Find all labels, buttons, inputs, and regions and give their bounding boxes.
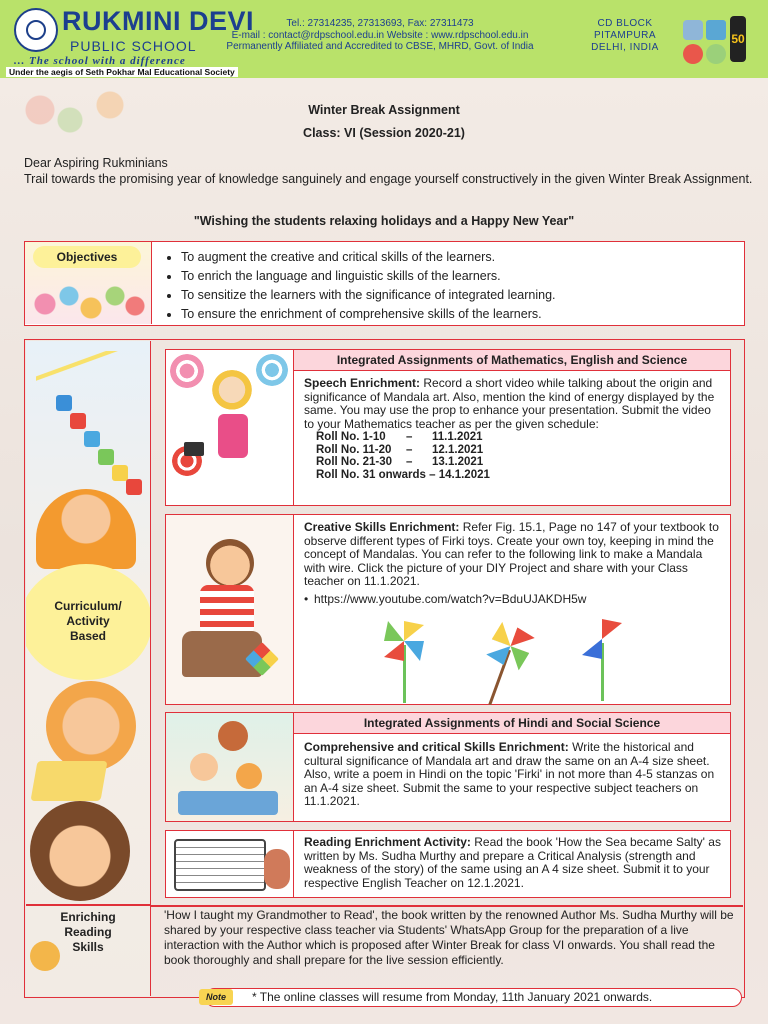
schedule-row [316, 444, 722, 457]
pinwheel-icon [384, 621, 424, 661]
card-body [304, 377, 722, 481]
assignment-card-creative-skills [165, 514, 731, 705]
card-header: Integrated Assignments of Mathematics, English and Science [294, 350, 730, 371]
curriculum-label-line: Based [69, 629, 107, 643]
objectives-label: Objectives [33, 246, 141, 268]
reader-figure-icon [264, 849, 290, 889]
class-session-title: Class: VI (Session 2020-21) [303, 126, 465, 140]
block-icon [112, 465, 128, 481]
curriculum-side-panel [26, 341, 151, 996]
laughing-child-illustration [30, 801, 130, 901]
objective-item: • To augment the creative and critical skills of the learners. [181, 248, 556, 267]
note-banner: * The online classes will resume from Monday, 11th January 2021 onwards. [205, 988, 742, 1007]
schedule-date: 14.1.2021 [438, 468, 490, 481]
singing-child-illustration [46, 681, 136, 771]
school-emblem-icon [14, 8, 58, 52]
objectives-label-panel [25, 242, 152, 324]
flowers-illustration [31, 282, 145, 320]
assignment-card-hindi-social-science [165, 712, 731, 822]
mandala-icon [170, 354, 204, 388]
letterhead [0, 0, 768, 78]
mandala-icon [256, 354, 288, 386]
award-badge-icon [683, 44, 703, 64]
enriching-reading-text: 'How I taught my Grandmother to Read', the book written by the renowned Author Ms. Sudha Murthy will be shared by your respective class teacher via Students' WhatsApp Group for the preparation of a live interaction with the Author which is proposed after Winter Break for class VI onwards. You shall read the book thoroughly and shall prepare for the live session efficiently. [164, 908, 734, 967]
activity-title: Comprehensive and critical Skills Enrichment: [304, 740, 569, 754]
school-tagline: ... The school with a difference [14, 55, 186, 67]
girl-dress-icon [218, 414, 248, 458]
schedule-sep: – [429, 468, 436, 481]
address-block [590, 18, 660, 54]
objective-item: • To ensure the enrichment of comprehensive skills of the learners. [181, 305, 556, 324]
holiday-wish: "Wishing the students relaxing holidays and a Happy New Year" [193, 214, 575, 228]
card-header: Integrated Assignments of Hindi and Social Science [294, 713, 730, 734]
card-body [304, 521, 722, 606]
award-badge-icon [706, 44, 726, 64]
contact-phone: Tel.: 27314235, 27313693, Fax: 27311473 [286, 18, 474, 29]
accreditation-badge-icon [683, 20, 703, 40]
activity-title: Creative Skills Enrichment: [304, 520, 460, 534]
activity-text: Write the historical and cultural significance of Mandala art and draw the same on an A-4 size sheet. Also, write a poem in Hindi on the topic 'Firki' in not more than 4-5 stanzas on an A-4 size sheet. Submit the same to your respective subject teachers on 11.1.2021. [304, 740, 715, 808]
cheese-illustration [30, 761, 107, 801]
enriching-label-line: Enriching [60, 910, 116, 924]
activity-text: Read the book 'How the Sea became Salty' as written by Ms. Sudha Murthy and prepare a Critical Analysis (strength and weakness of the story) of the same using an A 4 size sheet. Submit it to your respective English Teacher on 12.1.2021. [304, 835, 721, 890]
activity-title: Speech Enrichment: [304, 376, 421, 390]
child-face-icon [190, 753, 218, 781]
address-line: CD BLOCK [597, 18, 653, 29]
assignment-title: Winter Break Assignment [308, 103, 460, 117]
pinwheel-illustration [462, 612, 545, 716]
card-body [304, 836, 722, 890]
schedule-row [316, 469, 722, 482]
contact-email-website: E-mail : contact@rdpschool.edu.in Website : www.rdpschool.edu.in [231, 29, 529, 41]
address-line: DELHI, INDIA [591, 42, 659, 53]
schedule-date: 12.1.2021 [432, 443, 484, 456]
pinwheel-illustration [574, 613, 630, 703]
schedule-sep: – [406, 443, 413, 456]
divider [26, 904, 150, 906]
boy-shirt-icon [200, 585, 254, 635]
boy-face-icon [206, 539, 254, 587]
schedule-roll: Roll No. 21-30 [316, 456, 393, 468]
affiliation-line: Permanently Affiliated and Accredited to CBSE, MHRD, Govt. of India [226, 41, 534, 52]
schedule-date: 11.1.2021 [432, 431, 483, 443]
bullet-icon: • [304, 591, 309, 606]
schedule-sep: – [406, 431, 413, 443]
pinwheel-icon [485, 621, 536, 672]
activity-text: Record a short video while talking about the origin and significance of Mandala art. Also, mention the kind of energy displayed by the same. You may use the prop to enhance your presentation. Submit the video to your Mathematics teacher as per the given schedule: [304, 376, 715, 431]
schedule-row [316, 431, 722, 444]
objectives-list [165, 248, 556, 324]
contact-block [210, 18, 550, 53]
activity-title: Reading Enrichment Activity: [304, 835, 471, 849]
objective-item: • To enrich the language and linguistic skills of the learners. [181, 267, 556, 286]
address-line: PITAMPURA [593, 30, 657, 41]
assignment-card-reading-enrichment [165, 830, 731, 898]
boy-pinwheel-illustration [166, 515, 294, 704]
block-icon [70, 413, 86, 429]
note-tag: Note [199, 989, 233, 1005]
open-book-icon [174, 839, 266, 891]
video-link-row [304, 593, 722, 607]
block-icon [98, 449, 114, 465]
block-icon [126, 479, 142, 495]
schedule-roll: Roll No. 11-20 [316, 443, 392, 456]
enriching-label-line: Reading [64, 925, 112, 939]
curriculum-label-line: Activity [66, 614, 110, 628]
submission-schedule [304, 431, 722, 481]
anniversary-50-badge: 50 [730, 16, 746, 62]
aegis-line: Under the aegis of Seth Pokhar Mal Educational Society [6, 67, 238, 77]
card-body [304, 741, 722, 809]
video-link[interactable]: https://www.youtube.com/watch?v=BduUJAKDH5w [314, 591, 587, 606]
child-face-icon [218, 721, 248, 751]
divider [151, 905, 743, 907]
curriculum-label [26, 599, 150, 644]
assignment-card-math-english-science [165, 349, 731, 506]
schedule-row [316, 456, 722, 469]
schedule-sep: – [406, 456, 413, 468]
girl-face-icon [210, 370, 254, 414]
books-stack-icon [178, 791, 278, 815]
number-blocks-illustration [46, 385, 146, 495]
accreditation-badge-icon [706, 20, 726, 40]
school-name: RUKMINI DEVI [62, 6, 255, 36]
reading-child-illustration [36, 489, 136, 569]
enriching-label-line: Skills [72, 940, 104, 954]
camera-icon [184, 442, 204, 456]
children-reading-illustration [166, 713, 294, 821]
schedule-date: 13.1.2021 [432, 456, 484, 468]
reader-icon [30, 941, 60, 971]
block-icon [84, 431, 100, 447]
curriculum-label-line: Curriculum/ [54, 599, 122, 613]
block-icon [56, 395, 72, 411]
pinwheel-illustration [376, 615, 432, 705]
objectives-section [24, 241, 745, 326]
schedule-roll: Roll No. 1-10 [316, 431, 386, 443]
intro-paragraph: Trail towards the promising year of knowledge sanguinely and engage yourself constructively in the given Winter Break Assignment. [24, 172, 753, 186]
activity-text: Refer Fig. 15.1, Page no 147 of your textbook to observe different types of Firki toys. Create your own toy, keeping in mind the concept of Mandalas. You can refer to the following link to make a Mandala with wire. Click the picture of your DIY Project and share with your Class teacher on 11.1.2021. [304, 520, 719, 588]
schedule-roll: Roll No. 31 onwards [316, 468, 426, 481]
objective-item: • To sensitize the learners with the significance of integrated learning. [181, 286, 556, 305]
pinwheel-icon [582, 619, 622, 659]
greeting: Dear Aspiring Rukminians [24, 156, 168, 170]
school-subtitle: PUBLIC SCHOOL [70, 38, 197, 54]
paper-plane-illustration [36, 351, 126, 381]
girl-mandala-illustration [166, 350, 294, 505]
child-face-icon [236, 763, 262, 789]
open-book-illustration [166, 831, 294, 897]
